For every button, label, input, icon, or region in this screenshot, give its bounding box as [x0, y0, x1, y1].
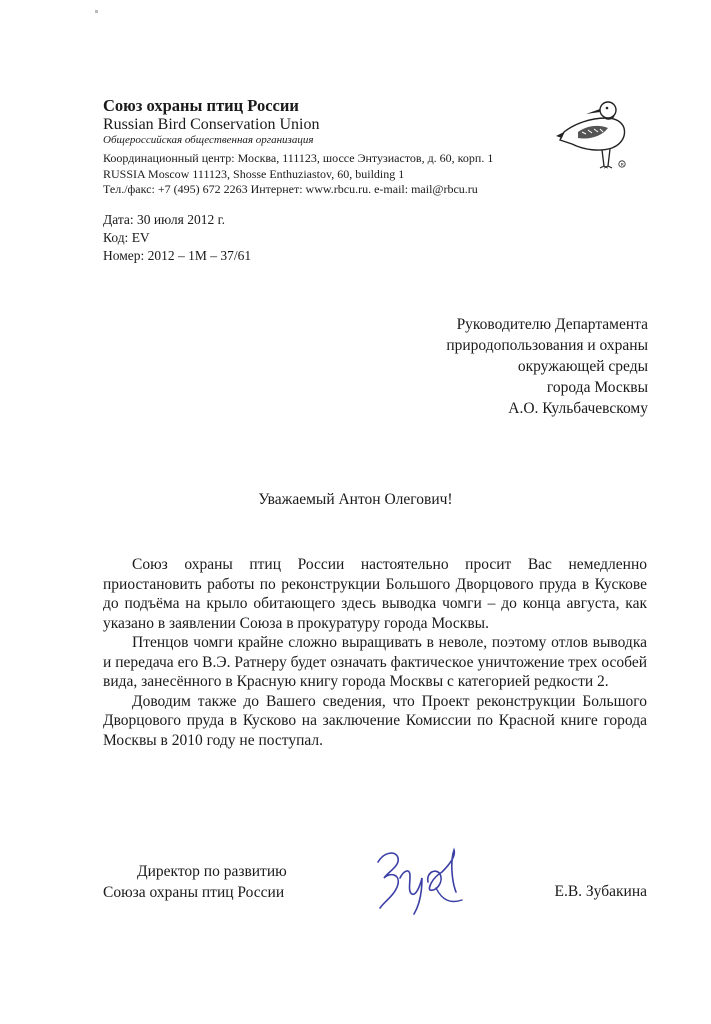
handwritten-signature-icon [370, 842, 470, 920]
scan-dot [95, 10, 98, 13]
signer-title [103, 862, 287, 903]
body-paragraph: Доводим также до Вашего сведения, что Проект реконструкции Большого Дворцового пруда в Кусково на заключение Комиссии по Красной книге города Москвы в 2010 году не поступал. [103, 692, 647, 749]
signer-title-line: Директор по развитию [137, 863, 287, 880]
letter-body [103, 555, 647, 750]
org-name-en: Russian Bird Conservation Union [103, 116, 320, 133]
contact-address-ru: Координационный центр: Москва, 111123, шоссе Энтузиастов, д. 60, корп. 1 [103, 151, 494, 165]
contact-address-en: RUSSIA Moscow 111123, Shosse Enthuziastov, 60, building 1 [103, 167, 405, 181]
recipient-line: природопользования и охраны [446, 337, 648, 354]
signer-name: Е.В. Зубакина [554, 883, 647, 900]
signer-title-line: Союза охраны птиц России [103, 883, 285, 901]
letter-date: Дата: 30 июля 2012 г. [103, 212, 225, 227]
body-paragraph: Союз охраны птиц России настоятельно просит Вас немедленно приостановить работы по реконструкции Большого Дворцового пруда в Кускове до подъёма на крыло обитающего здесь выводка чомги – до конца августа, как указано в заявлении Союза в прокуратуру города Москвы. [103, 556, 647, 632]
recipient-line: Руководителю Департамента [456, 316, 648, 333]
org-name-ru: Союз охраны птиц России [103, 96, 299, 115]
letter-code: Код: EV [103, 230, 150, 245]
letter-number: Номер: 2012 – 1М – 37/61 [103, 248, 252, 263]
recipient-block [446, 314, 648, 419]
org-type: Общероссийская общественная организация [103, 134, 314, 146]
bird-logo-icon [556, 88, 636, 176]
recipient-line: А.О. Кульбачевскому [508, 400, 648, 417]
recipient-line: окружающей среды [517, 358, 648, 375]
recipient-line: города Москвы [546, 379, 648, 396]
contact-phone-web: Тел./факс: +7 (495) 672 2263 Интернет: www.rbcu.ru. e-mail: mail@rbcu.ru [103, 182, 478, 196]
body-paragraph: Птенцов чомги крайне сложно выращивать в неволе, поэтому отлов выводка и передача его В.Э. Ратнеру будет означать фактическое уничтожение трех особей вида, занесённого в Красную книгу города Москвы с категорией редкости 2. [103, 634, 647, 690]
salutation: Уважаемый Антон Олегович! [258, 491, 453, 508]
svg-text:R: R [620, 162, 624, 167]
